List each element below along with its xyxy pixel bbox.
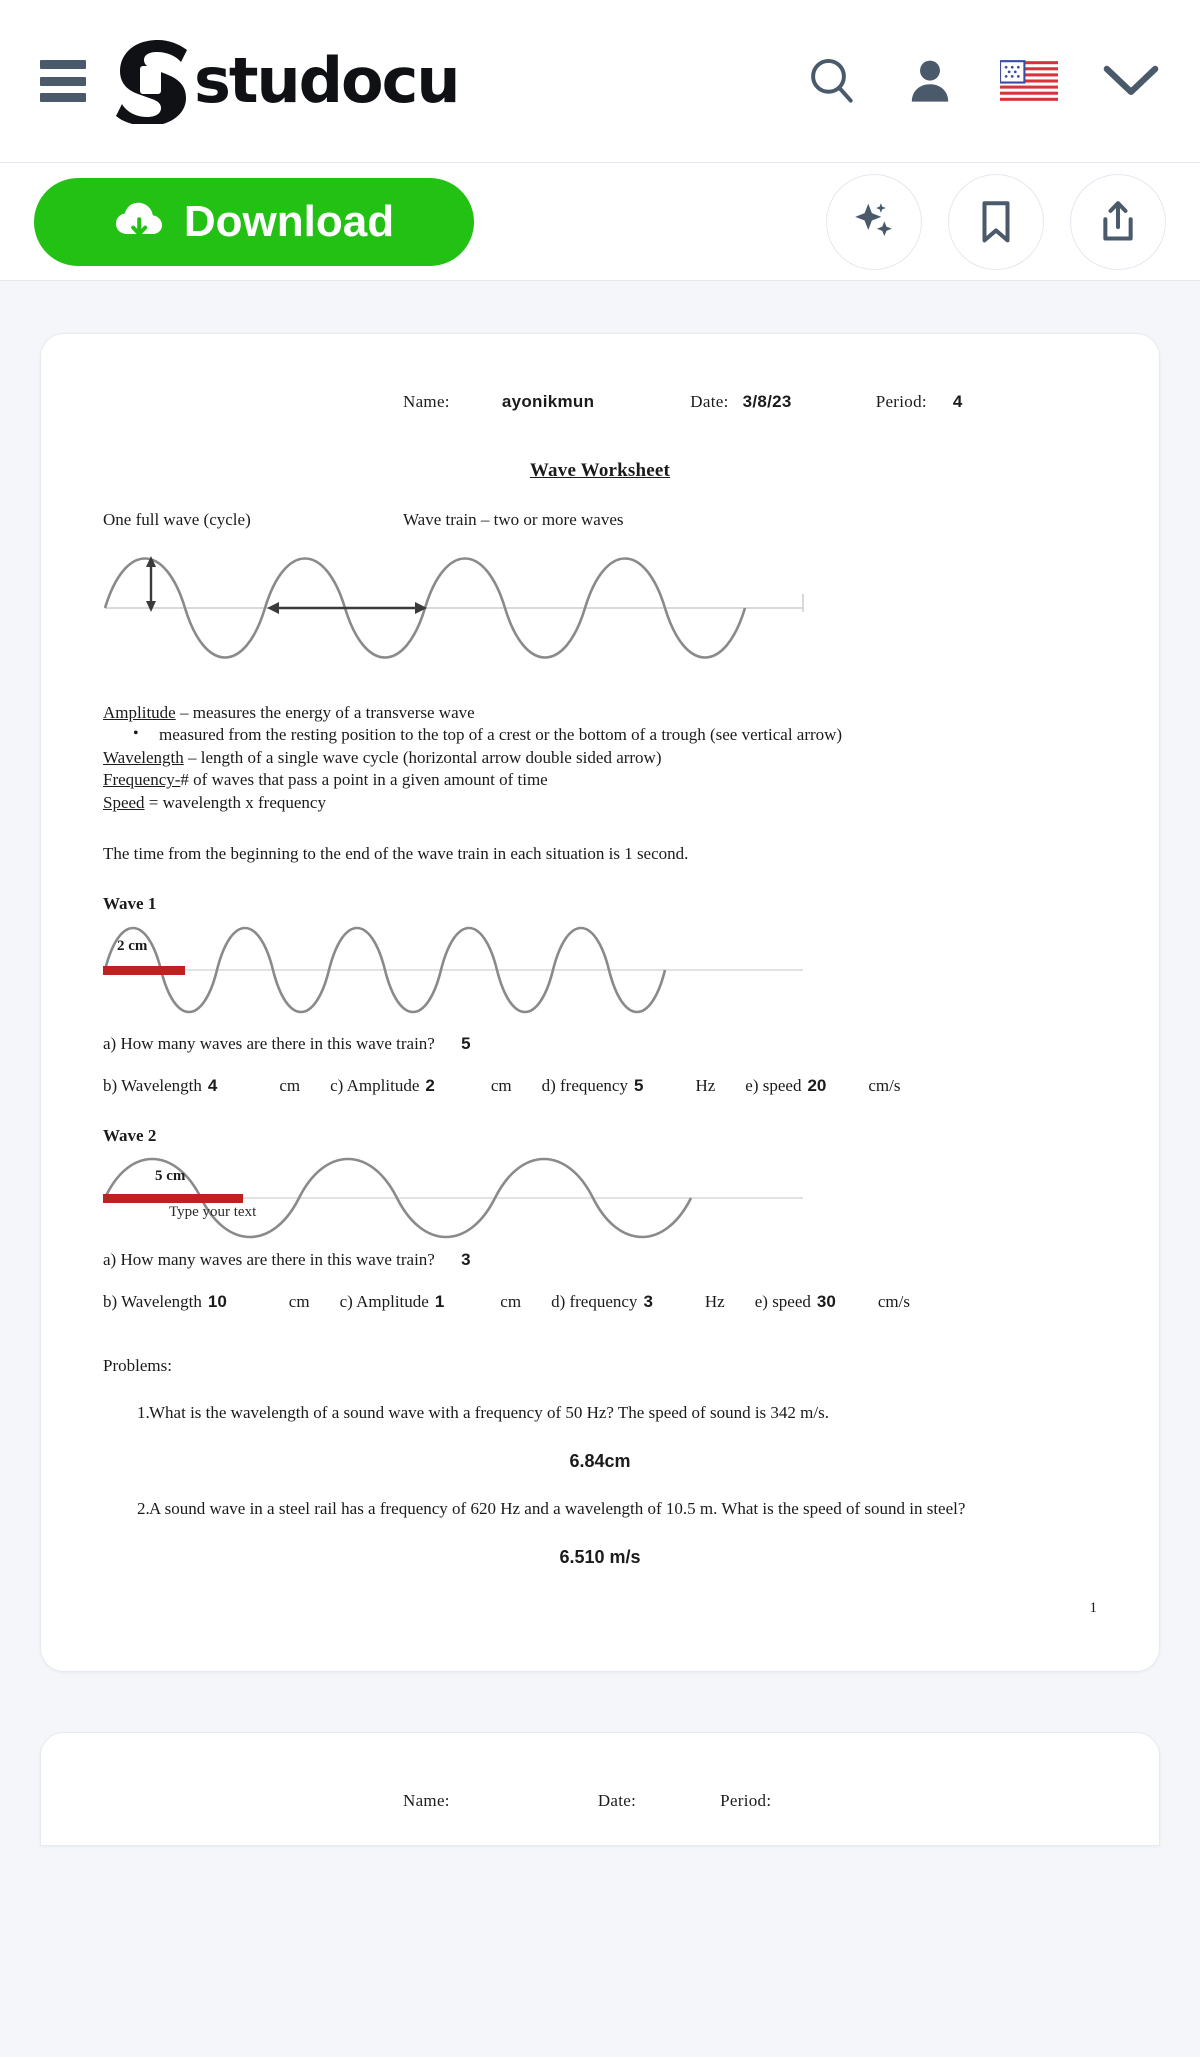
wave1-frequency-unit: Hz: [695, 1076, 716, 1096]
problem-answer: 6.84cm: [569, 1451, 631, 1472]
date-value: 3/8/23: [742, 392, 792, 411]
wave1-qa-label: a) How many waves are there in this wave train?: [103, 1034, 435, 1054]
wave1-amplitude-answer: 2: [425, 1076, 435, 1096]
toolbar-actions: [826, 174, 1166, 270]
cloud-download-icon: [114, 200, 166, 244]
caption-one-full-wave: One full wave (cycle): [103, 510, 251, 529]
worksheet-meta-row-next: [103, 1791, 1097, 1811]
worksheet-title: Wave Worksheet: [529, 460, 671, 481]
definition-term: Frequency-: [103, 770, 181, 790]
problem-number: 2.: [137, 1499, 150, 1519]
wave1-qa-answer: 5: [461, 1034, 471, 1054]
figure-captions: [103, 510, 1097, 530]
wave1-speed-unit: cm/s: [868, 1076, 901, 1096]
wave1-wavelength-label: b) Wavelength: [103, 1076, 202, 1096]
wave2-wavelength-label: b) Wavelength: [103, 1292, 202, 1312]
definition-amplitude: [103, 702, 1097, 724]
wave1-question-a: [103, 1034, 1097, 1054]
hamburger-bar: [40, 93, 86, 102]
wave2-speed-label: e) speed: [754, 1292, 811, 1312]
wave2-frequency-label: d) frequency: [551, 1292, 638, 1312]
wave2-frequency-unit: Hz: [704, 1292, 725, 1312]
definition-text: = wavelength x frequency: [144, 792, 326, 812]
wave1-figure: [103, 920, 1097, 1020]
date-label: Date:: [690, 392, 729, 411]
us-flag-icon[interactable]: [1000, 60, 1058, 102]
problem-text: What is the wavelength of a sound wave with a frequency of 50 Hz? The speed of sound is 342 m/s.: [149, 1403, 829, 1423]
problems-title: Problems:: [103, 1356, 172, 1376]
hamburger-bar: [40, 77, 86, 86]
studocu-logo[interactable]: [114, 38, 459, 124]
wave2-frequency-answer: 3: [643, 1292, 653, 1312]
hamburger-icon[interactable]: [40, 60, 86, 102]
problem-text: A sound wave in a steel rail has a frequency of 620 Hz and a wavelength of 10.5 m. What is the speed of sound in steel?: [149, 1499, 966, 1519]
hamburger-bar: [40, 60, 86, 69]
date-label: Date:: [597, 1791, 637, 1811]
studocu-mark-icon: [114, 38, 188, 124]
wave1-heading: Wave 1: [103, 894, 157, 914]
problem-item: [103, 1498, 1097, 1521]
caption-wave-train: Wave train – two or more waves: [403, 510, 624, 529]
definition-wavelength: [103, 747, 1097, 769]
wave2-qa-label: a) How many waves are there in this wave train?: [103, 1250, 435, 1270]
document-page-2: [40, 1732, 1160, 1846]
amplitude-arrow-icon: [146, 556, 156, 612]
share-button[interactable]: [1070, 174, 1166, 270]
wave2-wavelength-unit: cm: [288, 1292, 310, 1312]
wave1-answers-row: [103, 1076, 1097, 1096]
wave2-speed-answer: 30: [816, 1292, 836, 1312]
wave1-measure-label: 2 cm: [117, 938, 148, 955]
share-upload-icon: [1097, 199, 1139, 245]
wave1-frequency-answer: 5: [633, 1076, 644, 1096]
wave2-speed-unit: cm/s: [877, 1292, 910, 1312]
document-page-1: [40, 333, 1160, 1672]
problem-number: 1.: [137, 1403, 150, 1423]
problem-answer: 6.510 m/s: [559, 1547, 641, 1568]
download-label: Download: [183, 196, 395, 246]
wave2-answers-row: [103, 1292, 1097, 1312]
bookmark-icon: [975, 199, 1017, 245]
wave1-amplitude-unit: cm: [490, 1076, 512, 1096]
definition-term: Wavelength: [103, 747, 184, 767]
definition-term: Speed: [103, 792, 145, 812]
search-icon[interactable]: [804, 53, 860, 109]
definition-text: # of waves that pass a point in a given amount of time: [180, 770, 548, 790]
wave1-wavelength-unit: cm: [279, 1076, 301, 1096]
wave2-figure: [103, 1152, 1097, 1244]
wave1-speed-label: e) speed: [745, 1076, 802, 1096]
document-toolbar: [0, 163, 1200, 281]
wave2-typed-note[interactable]: Type your text: [169, 1204, 257, 1221]
wave1-svg: [103, 920, 863, 1020]
period-label: Period:: [720, 1791, 772, 1811]
wave1-speed-answer: 20: [807, 1076, 827, 1096]
definition-text: – measures the energy of a transverse wave: [175, 703, 475, 722]
ai-assistant-button[interactable]: [826, 174, 922, 270]
bookmark-button[interactable]: [948, 174, 1044, 270]
wave1-amplitude-label: c) Amplitude: [330, 1076, 420, 1096]
definition-speed: [103, 792, 1097, 814]
reference-wave-svg: [103, 536, 859, 676]
header-actions: [804, 53, 1160, 109]
name-label: Name:: [403, 392, 450, 411]
wave2-measure-label: 5 cm: [155, 1168, 186, 1185]
time-note: The time from the beginning to the end of the wave train in each situation is 1 second.: [103, 844, 689, 864]
definition-amplitude-bullet: • measured from the resting position to the top of a crest or the bottom of a trough (see vertical arrow): [103, 724, 1097, 746]
definition-term: Amplitude: [103, 703, 176, 722]
period-label: Period:: [875, 392, 927, 411]
wave2-amplitude-label: c) Amplitude: [339, 1292, 429, 1312]
wave1-measure-bar: [103, 966, 185, 975]
definition-text: – length of a single wave cycle (horizontal arrow double sided arrow): [183, 747, 662, 767]
wave2-amplitude-unit: cm: [500, 1292, 522, 1312]
definitions-block: [103, 702, 1097, 814]
worksheet-meta-row: [103, 392, 1097, 412]
site-header: [0, 0, 1200, 163]
download-button[interactable]: [34, 178, 474, 266]
wave2-measure-bar: [103, 1194, 243, 1203]
wave2-amplitude-answer: 1: [434, 1292, 445, 1312]
name-label: Name:: [403, 1791, 450, 1811]
sparkle-ai-icon: [851, 199, 897, 245]
wave2-heading: Wave 2: [103, 1126, 157, 1146]
problem-item: [103, 1402, 1097, 1425]
studocu-wordmark: studocu: [194, 44, 459, 117]
definition-frequency: [103, 769, 1097, 791]
wave2-question-a: [103, 1250, 1097, 1270]
name-value: ayonikmun: [501, 392, 595, 411]
wave2-qa-answer: 3: [461, 1250, 471, 1270]
wave2-wavelength-answer: 10: [207, 1292, 227, 1312]
document-pages-area: [0, 281, 1200, 1846]
page-number: 1: [1089, 1600, 1097, 1617]
wave1-wavelength-answer: 4: [207, 1076, 218, 1096]
wave1-frequency-label: d) frequency: [541, 1076, 628, 1096]
period-value: 4: [952, 392, 963, 411]
reference-wave-figure: [103, 536, 1097, 676]
chevron-down-icon[interactable]: [1102, 62, 1160, 100]
user-icon[interactable]: [904, 53, 956, 109]
